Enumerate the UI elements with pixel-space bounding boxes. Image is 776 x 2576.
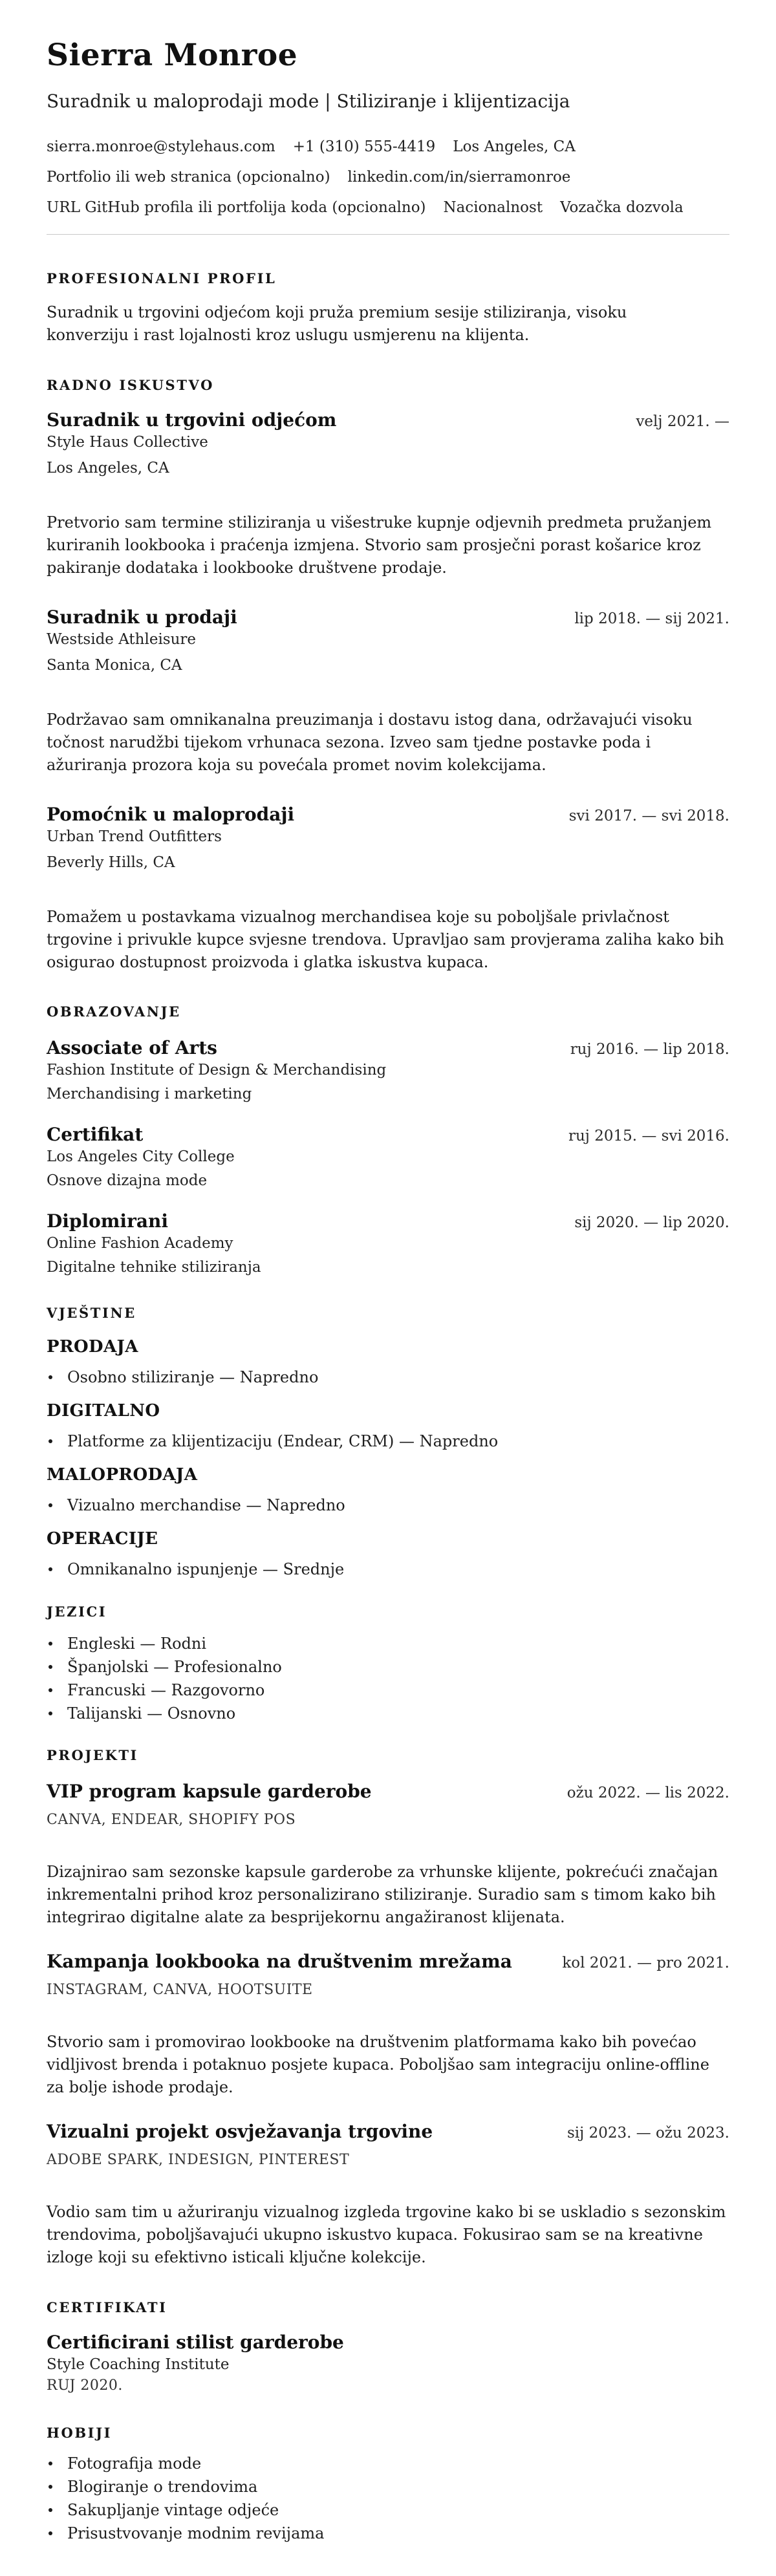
hobby-item xyxy=(47,2522,729,2545)
hobby-item xyxy=(47,2452,729,2475)
project-description: Vodio sam tim u ažuriranju vizualnog izgleda trgovine kako bi se uskladio s sezonskim trendovima, poboljšavajući ukupno iskustvo kupaca. Fokusirao sam se na kreativne izloge koji su efektivno isticali ključne kolekcije. xyxy=(47,2203,726,2266)
experience-item xyxy=(47,804,729,974)
job-dates: velj 2021. — xyxy=(636,413,729,430)
section-heading-languages: JEZICI xyxy=(47,1604,107,1620)
drivers-license-text: Vozačka dozvola xyxy=(560,199,684,216)
contact-block xyxy=(47,138,729,217)
hobby-text: Sakupljanje vintage odjeće xyxy=(67,2501,279,2519)
skill-group xyxy=(47,1337,729,1389)
section-heading-profile: PROFESIONALNI PROFIL xyxy=(47,270,277,286)
contact-line-1 xyxy=(47,138,729,156)
skill-group xyxy=(47,1529,729,1581)
bullet-dot-icon xyxy=(48,1439,52,1443)
school-name: Los Angeles City College xyxy=(47,1148,235,1165)
section-projects xyxy=(47,1747,729,2269)
section-certificates xyxy=(47,2299,729,2394)
skill-group xyxy=(47,1465,729,1517)
job-description: Pretvorio sam termine stiliziranja u višestruke kupnje odjevnih predmeta pružanjem kuriranih lookbooka i praćenja izmjena. Stvorio sam prosječni porast košarice kroz pakiranje dodataka i lookbooke društvene prodaje. xyxy=(47,513,712,577)
school-name: Online Fashion Academy xyxy=(47,1235,233,1252)
experience-title-row xyxy=(47,409,729,431)
bullet-dot-icon xyxy=(48,1375,52,1379)
job-dates: svi 2017. — svi 2018. xyxy=(568,808,729,824)
section-heading-education: OBRAZOVANJE xyxy=(47,1004,181,1020)
project-title-row xyxy=(47,2121,729,2143)
skill-list xyxy=(47,1430,729,1453)
section-heading-experience: RADNO ISKUSTVO xyxy=(47,377,214,393)
section-profile xyxy=(47,270,729,347)
field-of-study: Merchandising i marketing xyxy=(47,1086,252,1102)
degree-title: Diplomirani xyxy=(47,1210,168,1232)
certificate-date: RUJ 2020. xyxy=(47,2377,123,2394)
profile-summary: Suradnik u trgovini odjećom koji pruža premium sesije stiliziranja, visoku konverziju i rast lojalnosti kroz uslugu usmjerenu na klijenta. xyxy=(47,303,627,344)
hobby-list xyxy=(47,2452,729,2545)
section-heading-hobbies: HOBIJI xyxy=(47,2425,113,2441)
project-tools: ADOBE SPARK, INDESIGN, PINTEREST xyxy=(47,2152,350,2168)
experience-item xyxy=(47,409,729,579)
project-description: Dizajnirao sam sezonske kapsule garderobe za vrhunske klijente, pokrećući značajan inkrementalni prihod kroz personalizirano stiliziranje. Suradio sam s timom kako bih integrirao digitalne alate za besprijekornu angažiranost klijenata. xyxy=(47,1863,718,1926)
skill-text: Platforme za klijentizaciju (Endear, CRM) — Napredno xyxy=(67,1432,499,1450)
job-dates: lip 2018. — sij 2021. xyxy=(574,610,729,627)
job-company: Urban Trend Outfitters xyxy=(47,828,222,845)
section-hobbies xyxy=(47,2425,729,2545)
education-item xyxy=(47,1124,729,1190)
hobby-item xyxy=(47,2498,729,2522)
section-heading-skills: VJEŠTINE xyxy=(47,1305,136,1321)
location-text: Los Angeles, CA xyxy=(453,138,576,155)
skill-group-name: MALOPRODAJA xyxy=(47,1465,198,1485)
language-text: Talijanski — Osnovno xyxy=(67,1704,236,1723)
bullet-dot-icon xyxy=(48,2462,52,2465)
bullet-dot-icon xyxy=(48,1503,52,1507)
education-dates: sij 2020. — lip 2020. xyxy=(574,1214,729,1231)
project-title: VIP program kapsule garderobe xyxy=(47,1781,372,1802)
section-skills xyxy=(47,1305,729,1581)
language-text: Engleski — Rodni xyxy=(67,1635,207,1653)
certificate-item xyxy=(47,2332,729,2394)
resume-header xyxy=(47,38,729,235)
field-of-study: Digitalne tehnike stiliziranja xyxy=(47,1259,261,1276)
school-name: Fashion Institute of Design & Merchandising xyxy=(47,1062,387,1079)
skill-group-name: PRODAJA xyxy=(47,1337,138,1357)
certificate-title: Certificirani stilist garderobe xyxy=(47,2332,344,2353)
hobby-item xyxy=(47,2475,729,2498)
project-dates: kol 2021. — pro 2021. xyxy=(562,1955,729,1971)
headline: Suradnik u maloprodaji mode | Stiliziranje i klijentizacija xyxy=(47,91,570,112)
project-dates: ožu 2022. — lis 2022. xyxy=(566,1785,729,1801)
experience-title-row xyxy=(47,804,729,826)
hobby-text: Prisustvovanje modnim revijama xyxy=(67,2524,325,2542)
job-location: Beverly Hills, CA xyxy=(47,854,175,871)
language-item xyxy=(47,1632,729,1655)
language-item xyxy=(47,1655,729,1679)
education-title-row xyxy=(47,1124,729,1146)
contact-line-2 xyxy=(47,168,729,186)
education-title-row xyxy=(47,1210,729,1232)
language-item xyxy=(47,1679,729,1702)
project-tools: INSTAGRAM, CANVA, HOOTSUITE xyxy=(47,1982,313,1998)
experience-item xyxy=(47,606,729,777)
language-text: Španjolski — Profesionalno xyxy=(67,1658,282,1676)
job-title: Pomoćnik u maloprodaji xyxy=(47,804,295,825)
hobby-text: Blogiranje o trendovima xyxy=(67,2478,258,2496)
linkedin-text: linkedin.com/in/sierramonroe xyxy=(347,169,571,186)
project-title-row xyxy=(47,1951,729,1973)
project-dates: sij 2023. — ožu 2023. xyxy=(566,2125,729,2141)
project-tools: CANVA, ENDEAR, SHOPIFY POS xyxy=(47,1812,296,1828)
section-education xyxy=(47,1004,729,1276)
bullet-dot-icon xyxy=(48,2508,52,2512)
person-name: Sierra Monroe xyxy=(47,38,298,73)
job-location: Santa Monica, CA xyxy=(47,657,182,674)
github-text: URL GitHub profila ili portfolija koda (opcionalno) xyxy=(47,199,426,216)
project-title-row xyxy=(47,1781,729,1803)
project-item xyxy=(47,1781,729,1929)
bullet-dot-icon xyxy=(48,1567,52,1571)
job-description: Podržavao sam omnikanalna preuzimanja i dostavu istog dana, održavajući visoku točnost narudžbi tijekom vrhunaca sezona. Izveo sam tjedne postavke poda i ažuriranja prozora koja su povećala promet novim kolekcijama. xyxy=(47,711,693,774)
email-text: sierra.monroe@stylehaus.com xyxy=(47,138,275,155)
education-item xyxy=(47,1037,729,1103)
education-title-row xyxy=(47,1037,729,1059)
skill-text: Omnikanalno ispunjenje — Srednje xyxy=(67,1560,345,1578)
section-experience xyxy=(47,377,729,974)
project-title: Kampanja lookbooka na društvenim mrežama xyxy=(47,1951,512,1972)
skill-list xyxy=(47,1558,729,1581)
skill-item xyxy=(47,1558,729,1581)
bullet-dot-icon xyxy=(48,1712,52,1715)
skill-group-name: OPERACIJE xyxy=(47,1529,158,1549)
language-item xyxy=(47,1702,729,1725)
language-list xyxy=(47,1632,729,1725)
skill-item xyxy=(47,1366,729,1389)
project-title: Vizualni projekt osvježavanja trgovine xyxy=(47,2121,433,2142)
bullet-dot-icon xyxy=(48,2531,52,2535)
bullet-dot-icon xyxy=(48,1688,52,1692)
education-dates: ruj 2015. — svi 2016. xyxy=(568,1128,729,1144)
phone-text: +1 (310) 555-4419 xyxy=(292,138,436,155)
job-location: Los Angeles, CA xyxy=(47,460,169,477)
job-description: Pomažem u postavkama vizualnog merchandisea koje su poboljšale privlačnost trgovine i privukle kupce svjesne trendova. Upravljao sam provjerama zaliha kako bih osigurao dostupnost proizvoda i glatka iskustva kupaca. xyxy=(47,908,724,971)
project-item xyxy=(47,1951,729,2099)
skill-item xyxy=(47,1430,729,1453)
project-item xyxy=(47,2121,729,2269)
education-list xyxy=(47,1037,729,1276)
section-heading-projects: PROJEKTI xyxy=(47,1747,138,1763)
header-divider xyxy=(47,234,729,235)
language-text: Francuski — Razgovorno xyxy=(67,1681,265,1699)
section-heading-certificates: CERTIFIKATI xyxy=(47,2299,167,2315)
nationality-text: Nacionalnost xyxy=(443,199,543,216)
bullet-dot-icon xyxy=(48,2485,52,2489)
job-company: Westside Athleisure xyxy=(47,631,197,648)
certificate-issuer: Style Coaching Institute xyxy=(47,2356,230,2373)
hobby-text: Fotografija mode xyxy=(67,2454,202,2473)
contact-line-3 xyxy=(47,199,729,217)
education-dates: ruj 2016. — lip 2018. xyxy=(570,1041,729,1058)
experience-title-row xyxy=(47,606,729,628)
degree-title: Associate of Arts xyxy=(47,1037,217,1058)
job-company: Style Haus Collective xyxy=(47,434,208,451)
skill-item xyxy=(47,1494,729,1517)
degree-title: Certifikat xyxy=(47,1124,144,1145)
skill-text: Osobno stiliziranje — Napredno xyxy=(67,1368,319,1386)
skill-list xyxy=(47,1494,729,1517)
education-item xyxy=(47,1210,729,1276)
bullet-dot-icon xyxy=(48,1642,52,1646)
skill-group xyxy=(47,1401,729,1453)
job-title: Suradnik u prodaji xyxy=(47,606,237,628)
skill-group-name: DIGITALNO xyxy=(47,1401,160,1421)
bullet-dot-icon xyxy=(48,1665,52,1669)
portfolio-text: Portfolio ili web stranica (opcionalno) xyxy=(47,169,330,186)
project-description: Stvorio sam i promovirao lookbooke na društvenim platformama kako bih povećao vidljivost brenda i potaknuo posjete kupaca. Poboljšao sam integraciju online-offline za bolje ishode prodaje. xyxy=(47,2033,709,2096)
skill-text: Vizualno merchandise — Napredno xyxy=(67,1496,345,1514)
section-languages xyxy=(47,1604,729,1725)
skill-groups xyxy=(47,1337,729,1581)
job-title: Suradnik u trgovini odjećom xyxy=(47,409,337,431)
project-list xyxy=(47,1781,729,2269)
field-of-study: Osnove dizajna mode xyxy=(47,1172,208,1189)
experience-list xyxy=(47,409,729,974)
skill-list xyxy=(47,1366,729,1389)
